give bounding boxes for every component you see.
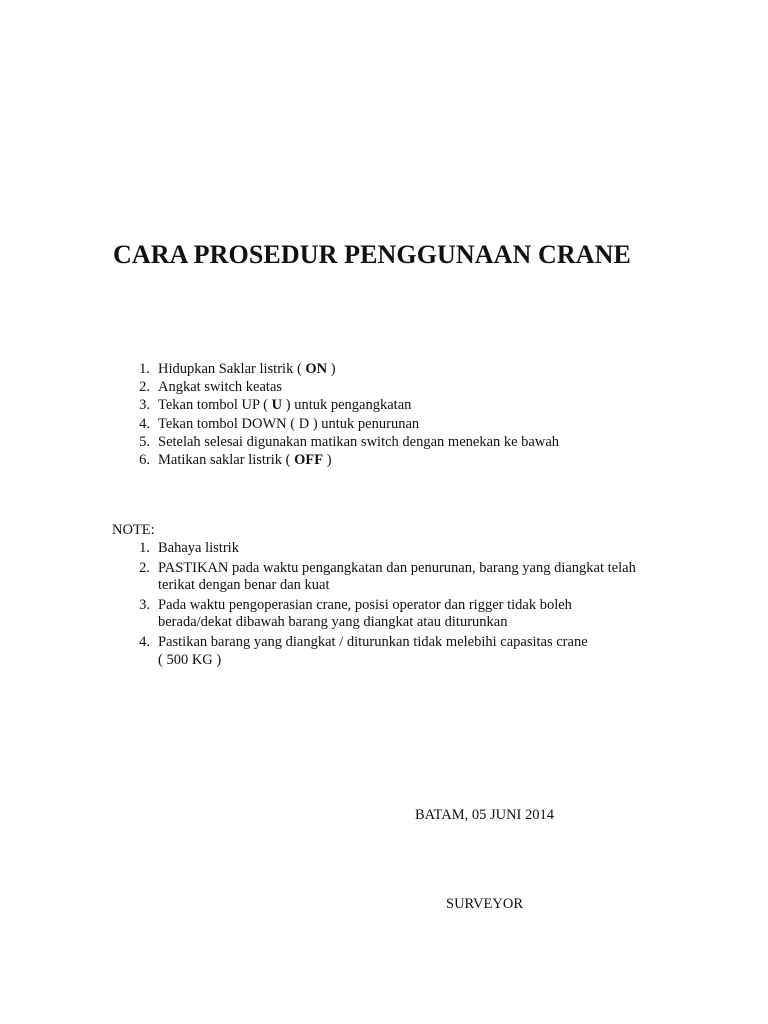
step-text-end: ) untuk pengangkatan	[282, 397, 412, 414]
list-item	[130, 378, 559, 396]
note-text: Bahaya listrik	[158, 540, 239, 556]
note-text-continued: terikat dengan benar dan kuat	[158, 577, 330, 594]
step-emphasis: OFF	[294, 452, 324, 469]
procedure-steps-list	[130, 360, 559, 469]
step-emphasis: ON	[305, 361, 328, 377]
list-item	[130, 451, 559, 469]
page-title: CARA PROSEDUR PENGGUNAAN CRANE	[113, 240, 631, 269]
list-number: 1.	[139, 540, 150, 556]
list-number: 2.	[139, 559, 150, 576]
step-text: Angkat switch keatas	[158, 379, 283, 396]
list-item	[130, 634, 636, 669]
list-item	[130, 415, 559, 433]
list-item	[130, 433, 559, 451]
note-text: Pastikan barang yang diangkat / diturunkan tidak melebihi capasitas crane	[158, 633, 588, 650]
step-emphasis: U	[271, 397, 283, 414]
list-item	[130, 360, 559, 378]
signer-title: SURVEYOR	[446, 896, 523, 912]
list-number: 3.	[139, 596, 150, 613]
note-text-continued: ( 500 KG )	[158, 651, 222, 668]
list-number: 1.	[139, 361, 150, 377]
list-item	[130, 396, 559, 414]
note-text-continued: berada/dekat dibawah barang yang diangkat atau diturunkan	[158, 614, 508, 631]
list-number: 4.	[139, 633, 150, 650]
list-number: 5.	[139, 433, 150, 450]
note-heading: NOTE:	[112, 522, 155, 538]
list-number: 6.	[139, 452, 150, 469]
list-item	[130, 560, 636, 595]
notes-list	[130, 540, 636, 671]
step-text: Hidupkan Saklar listrik (	[158, 361, 306, 377]
list-item	[130, 540, 636, 558]
step-text: Tekan tombol DOWN ( D ) untuk penurunan	[158, 415, 420, 432]
list-number: 2.	[139, 379, 150, 396]
step-text: Matikan saklar listrik (	[158, 452, 295, 469]
list-number: 4.	[139, 415, 150, 432]
step-text-end: )	[323, 452, 332, 469]
step-text: Setelah selesai digunakan matikan switch dengan menekan ke bawah	[158, 433, 560, 450]
step-text-end: )	[327, 361, 336, 377]
list-item	[130, 597, 636, 632]
note-text: PASTIKAN pada waktu pengangkatan dan penurunan, barang yang diangkat telah	[158, 559, 636, 576]
place-date: BATAM, 05 JUNI 2014	[415, 807, 555, 823]
note-text: Pada waktu pengoperasian crane, posisi operator dan rigger tidak boleh	[158, 596, 572, 613]
step-text: Tekan tombol UP (	[158, 397, 272, 414]
list-number: 3.	[139, 397, 150, 414]
